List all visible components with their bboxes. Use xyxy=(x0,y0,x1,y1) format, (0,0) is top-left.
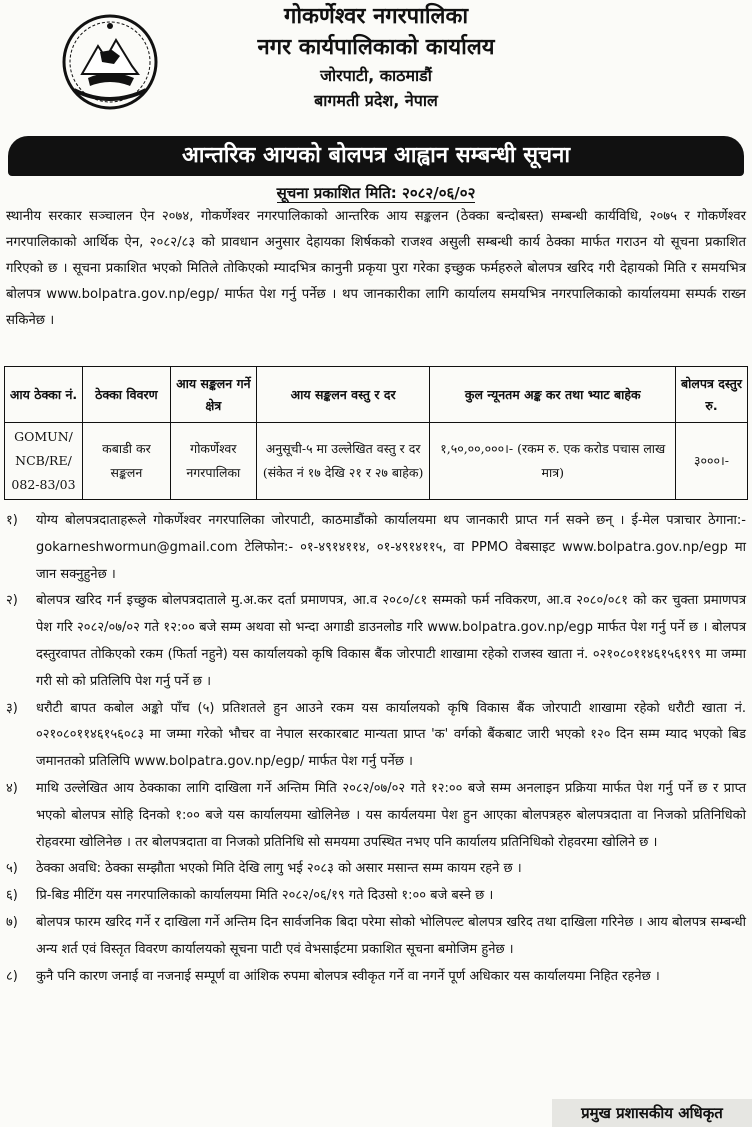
col-area: आय सङ्कलन गर्ने क्षेत्र xyxy=(170,367,256,423)
item-text: योग्य बोलपत्रदाताहरूले गोकर्णेश्वर नगरपालिका जोरपाटी, काठमाडौंको कार्यालयमा थप जानकारी प्राप्त गर्न सक्ने छन् । ई-मेल पत्राचार ठेगाना:- gokarneshwormun@gmail.com टेलिफोन:- ०१-४९१४११४, ०१-४९१४११५, वा PPMO वेबसाइट www.bolpatra.gov.np/egp मा जान सक्नुहुनेछ । xyxy=(36,513,746,582)
cell-contract-no: GOMUN/ NCB/RE/ 082-83/03 xyxy=(5,423,83,500)
cell-items-rate: अनुसूची-५ मा उल्लेखित वस्तु र दर (संकेत नं १७ देखि २१ र २७ बाहेक) xyxy=(256,423,430,500)
col-items-rate: आय सङ्कलन वस्तु र दर xyxy=(256,367,430,423)
col-min-amount: कुल न्यूनतम अङ्क कर तथा भ्याट बाहेक xyxy=(430,367,676,423)
col-bid-fee: बोलपत्र दस्तुर रु. xyxy=(676,367,748,423)
cell-contract-desc: कबाडी कर सङ्कलन xyxy=(82,423,170,500)
item-number: ६) xyxy=(6,888,18,904)
item-text: धरौटी बापत कबोल अङ्को पाँच (५) प्रतिशतले हुन आउने रकम यस कार्यालयको कृषि विकास बैंक जोरपाटी शाखामा रहेको धरौटी खाता नं. ०२१०८०११४६१५६०८३ मा जम्मा गरेको भौचर वा नेपाल सरकारबाट मान्यता प्राप्त 'क' वर्गको बैंकबाट जारी भएको १२० दिन सम्म म्याद भएको बिड जमानतको प्रतिलिपि www.bolpatra.gov.np/egp/ मार्फत पेश गर्नु पर्नेछ । xyxy=(36,700,746,770)
cell-bid-fee: ३०००।- xyxy=(676,423,748,500)
list-item xyxy=(4,883,746,910)
terms-list xyxy=(4,508,746,990)
list-item xyxy=(4,588,746,695)
office-name: नगर कार्यपालिकाको कार्यालय xyxy=(257,35,495,60)
publish-date-text: सूचना प्रकाशित मिति: २०८२/०६/०२ xyxy=(276,184,476,202)
item-text: बोलपत्र खरिद गर्न इच्छुक बोलपत्रदाताले मु.अ.कर दर्ता प्रमाणपत्र, आ.व २०८०/८१ सम्मको फर्म नविकरण, आ.व २०८०/०८१ को कर चुक्ता प्रमाणपत्र पेश गरि २०८२/०७/०२ गते १२:०० बजे सम्म अथवा सो भन्दा अगाडी डाउनलोड गरि www.bolpatra.gov.np/egp मार्फत पेश गर्नु पर्ने छ । बोलपत्र दस्तुरवापत तोकिएको रकम (फिर्ता नहुने) यस कार्यालयको कृषि विकास बैंक जोरपाटी शाखामा रहेको राजस्व खाता नं. ०२१०८०११४६१५६१९९ मा जम्मा गरी सो को प्रतिलिपि पेश गर्नु पर्ने छ । xyxy=(36,593,746,689)
intro-paragraph: स्थानीय सरकार सञ्चालन ऐन २०७४, गोकर्णेश्वर नगरपालिकाको आन्तरिक आय सङ्कलन (ठेक्का बन्दोबस्त) सम्बन्धी कार्यविधि, २०७५ र गोकर्णेश्वर नगरपालिकाको आर्थिक ऐन, २०८२/८३ को प्रावधान अनुसार देहायका शिर्षकको राजश्व असुली सम्बन्धी कार्य ठेक्का मार्फत गराउन यो सूचना प्रकाशित गरिएको छ । सूचना प्रकाशित भएको मितिले तोकिएको म्यादभित्र कानुनी प्रकृया पुरा गरेका इच्छुक फर्महरुले बोलपत्र खरिद गरी देहायको मिति र समयभित्र बोलपत्र www.bolpatra.gov.np/egp/ मार्फत पेश गर्नु पर्नेछ । थप जानकारीका लागि कार्यालय समयभित्र नगरपालिकाको कार्यालयमा सम्पर्क राख्न सकिनेछ । xyxy=(6,209,746,328)
table-header-row xyxy=(5,367,748,423)
signatory-title: प्रमुख प्रशासकीय अधिकृत xyxy=(552,1099,752,1127)
item-text: माथि उल्लेखित आय ठेक्काका लागि दाखिला गर्ने अन्तिम मिति २०८२/०७/०२ गते १२:०० बजे सम्म अनलाइन प्रक्रिया मार्फत पेश गर्नु पर्ने छ र प्राप्त भएको बोलपत्र सोहि दिनको १:०० बजे यस कार्यालयमा खोलिनेछ । यस कार्यलयमा पेश हुन आएका बोलपत्रहरु बोलपत्रदाता वा निजको प्रतिनिधिको रोहवरमा खोलिनेछ । तर बोलपत्रदाता वा निजको प्रतिनिधि सो समयमा उपस्थित नभए पनि कार्यालय प्रतिनिधिको रोहवरमा खोलिने छ । xyxy=(36,780,746,850)
item-number: ३) xyxy=(6,700,18,716)
list-item xyxy=(4,776,746,856)
list-item xyxy=(4,696,746,776)
col-contract-no: आय ठेक्का नं. xyxy=(5,367,83,423)
table-row xyxy=(5,423,748,500)
cell-min-amount: १,५०,००,०००।- (रकम रु. एक करोड पचास लाख मात्र) xyxy=(430,423,676,500)
publish-date xyxy=(0,183,752,203)
item-text: कुनै पनि कारण जनाई वा नजनाई सम्पूर्ण वा आंशिक रुपमा बोलपत्र स्वीकृत गर्ने वा नगर्ने पूर्ण अधिकार यस कार्यालयमा निहित रहनेछ । xyxy=(36,968,660,984)
office-location: जोरपाटी, काठमाडौं xyxy=(320,66,432,85)
list-item xyxy=(4,964,746,991)
list-item xyxy=(4,856,746,883)
list-item xyxy=(4,508,746,588)
list-item xyxy=(4,910,746,964)
office-province: बागमती प्रदेश, नेपाल xyxy=(314,91,438,110)
item-text: प्रि-बिड मीटिंग यस नगरपालिकाको कार्यालयमा मिति २०८२/०६/१९ गते दिउसो १:०० बजे बस्ने छ । xyxy=(36,888,494,904)
item-number: २) xyxy=(6,593,18,609)
notice-title-banner: आन्तरिक आयको बोलपत्र आह्वान सम्बन्धी सूचना xyxy=(8,136,744,176)
letterhead xyxy=(0,0,752,130)
cell-area: गोकर्णेश्वर नगरपालिका xyxy=(170,423,256,500)
item-number: ७) xyxy=(6,914,18,930)
item-number: ४) xyxy=(6,780,18,796)
municipality-name: गोकर्णेश्वर नगरपालिका xyxy=(283,4,469,29)
col-contract-desc: ठेक्का विवरण xyxy=(82,367,170,423)
bid-table xyxy=(4,366,748,500)
item-text: ठेक्का अवधि: ठेक्का सम्झौता भएको मिति देखि लागु भई २०८३ को असार मसान्त सम्म कायम रहने छ । xyxy=(36,861,522,877)
item-number: ८) xyxy=(6,968,18,984)
item-number: ५) xyxy=(6,861,18,877)
item-number: १) xyxy=(6,513,18,528)
item-text: बोलपत्र फारम खरिद गर्ने र दाखिला गर्ने अन्तिम दिन सार्वजनिक बिदा परेमा सोको भोलिपल्ट बोलपत्र खरिद तथा दाखिला गरिनेछ । आय बोलपत्र सम्बन्धी अन्य शर्त एवं विस्तृत विवरण कार्यालयको सूचना पाटी एवं वेभसाईटमा प्रकाशित सूचना बमोजिम हुनेछ । xyxy=(36,914,746,957)
